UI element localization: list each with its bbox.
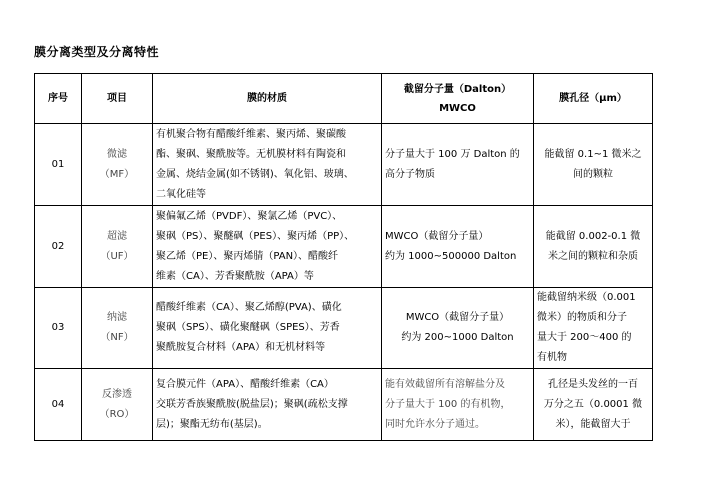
mwco-line: 分子量大于 100 的有机物，: [385, 398, 511, 410]
cell-item: [82, 369, 153, 441]
material-line: 聚酰胺复合材料（APA）和无机材料等: [156, 342, 326, 353]
item-name: 微滤: [107, 148, 127, 160]
material-line: 聚砜（PS）、聚醚砜（PES）、聚丙烯（PP）、: [156, 230, 355, 242]
header-seq: 序号: [35, 74, 82, 124]
table-header-row: [35, 74, 653, 124]
cell-item: [82, 124, 153, 206]
cell-material: [153, 206, 382, 288]
cell-material: [153, 288, 382, 369]
header-item: 项目: [82, 74, 153, 124]
item-abbr: （RO）: [99, 408, 135, 420]
item-name: 超滤: [107, 230, 127, 242]
item-abbr: （NF）: [100, 332, 134, 343]
material-line: 有机聚合物有醋酸纤维素、聚丙烯、聚碳酸: [156, 128, 346, 140]
cell-material: [153, 369, 382, 441]
cell-mwco: [382, 369, 534, 441]
item-abbr: （UF）: [100, 250, 134, 262]
item-name: 反渗透: [102, 388, 132, 400]
material-line: 二氧化硅等: [156, 188, 206, 200]
pore-line: 万分之五（0.0001 微: [543, 398, 643, 410]
cell-pore: [534, 206, 653, 288]
material-line: 维素（CA）、芳香聚酰胺（APA）等: [156, 270, 314, 282]
cell-seq: 03: [35, 288, 82, 369]
material-line: 交联芳香族聚酰胺(脱盐层)；聚砜(疏松支撑: [156, 398, 348, 410]
pore-line: 孔径是头发丝的一百: [548, 378, 638, 390]
cell-pore: [534, 288, 653, 369]
mwco-line: 分子量大于 100 万 Dalton 的: [385, 148, 520, 160]
pore-line: 量大于 200～400 的: [537, 332, 632, 343]
mwco-line: 同时允许水分子通过。: [385, 418, 485, 430]
pore-line: 能截留 0.002-0.1 微: [545, 230, 641, 242]
pore-line: 能截留 0.1~1 微米之: [544, 148, 642, 160]
material-line: 聚偏氟乙烯（PVDF）、聚氯乙烯（PVC）、: [156, 210, 343, 222]
mwco-line: 约为 1000~500000 Dalton: [385, 250, 517, 262]
material-line: 层)；聚酯无纺布(基层)。: [156, 418, 268, 430]
document-title: 膜分离类型及分离特性: [34, 45, 160, 59]
cell-mwco: [382, 288, 534, 369]
mwco-line: 能有效截留所有溶解盐分及: [385, 378, 505, 390]
table-row-uf: [35, 206, 653, 288]
pore-line: 能截留纳米级（0.001: [537, 292, 636, 303]
material-line: 醋酸纤维素（CA）、聚乙烯醇(PVA)、磺化: [156, 302, 342, 313]
table-row-nf: [35, 288, 653, 369]
material-line: 聚乙烯（PE）、聚丙烯腈（PAN）、醋酸纤: [156, 250, 339, 262]
cell-mwco: [382, 124, 534, 206]
cell-seq: 04: [35, 369, 82, 441]
material-line: 金属、烧结金属(如不锈钢)、氧化铝、玻璃、: [156, 168, 354, 180]
cell-mwco: [382, 206, 534, 288]
header-pore: 膜孔径（μm）: [534, 74, 653, 124]
cell-pore: [534, 369, 653, 441]
pore-line: 米），能截留大于: [555, 418, 631, 430]
cell-item: [82, 206, 153, 288]
table-row-mf: [35, 124, 653, 206]
header-mwco-line1: 截留分子量（Dalton）: [403, 83, 512, 95]
cell-item: [82, 288, 153, 369]
header-mwco: [382, 74, 534, 124]
header-material: 膜的材质: [153, 74, 382, 124]
cell-seq: 02: [35, 206, 82, 288]
pore-line: 米之间的颗粒和杂质: [548, 250, 638, 262]
cell-seq: 01: [35, 124, 82, 206]
table-row-ro: [35, 369, 653, 441]
pore-line: 间的颗粒: [573, 168, 613, 180]
mwco-line: 约为 200~1000 Dalton: [401, 332, 514, 343]
pore-line: 微米）的物质和分子: [537, 312, 627, 323]
mwco-line: MWCO（截留分子量）: [385, 230, 489, 242]
material-line: 聚砜（SPS）、磺化聚醚砜（SPES）、芳香: [156, 322, 340, 333]
mwco-line: MWCO（截留分子量）: [405, 312, 510, 323]
item-abbr: （MF）: [99, 168, 135, 180]
material-line: 酯、聚砜、聚酰胺等。无机膜材料有陶瓷和: [156, 148, 346, 160]
cell-pore: [534, 124, 653, 206]
cell-material: [153, 124, 382, 206]
mwco-line: 高分子物质: [385, 168, 435, 180]
membrane-table: [34, 73, 653, 441]
item-name: 纳滤: [107, 312, 127, 323]
material-line: 复合膜元件（APA）、醋酸纤维素（CA）: [156, 378, 334, 390]
header-mwco-line2: MWCO: [439, 102, 476, 114]
pore-line: 有机物: [537, 352, 567, 363]
